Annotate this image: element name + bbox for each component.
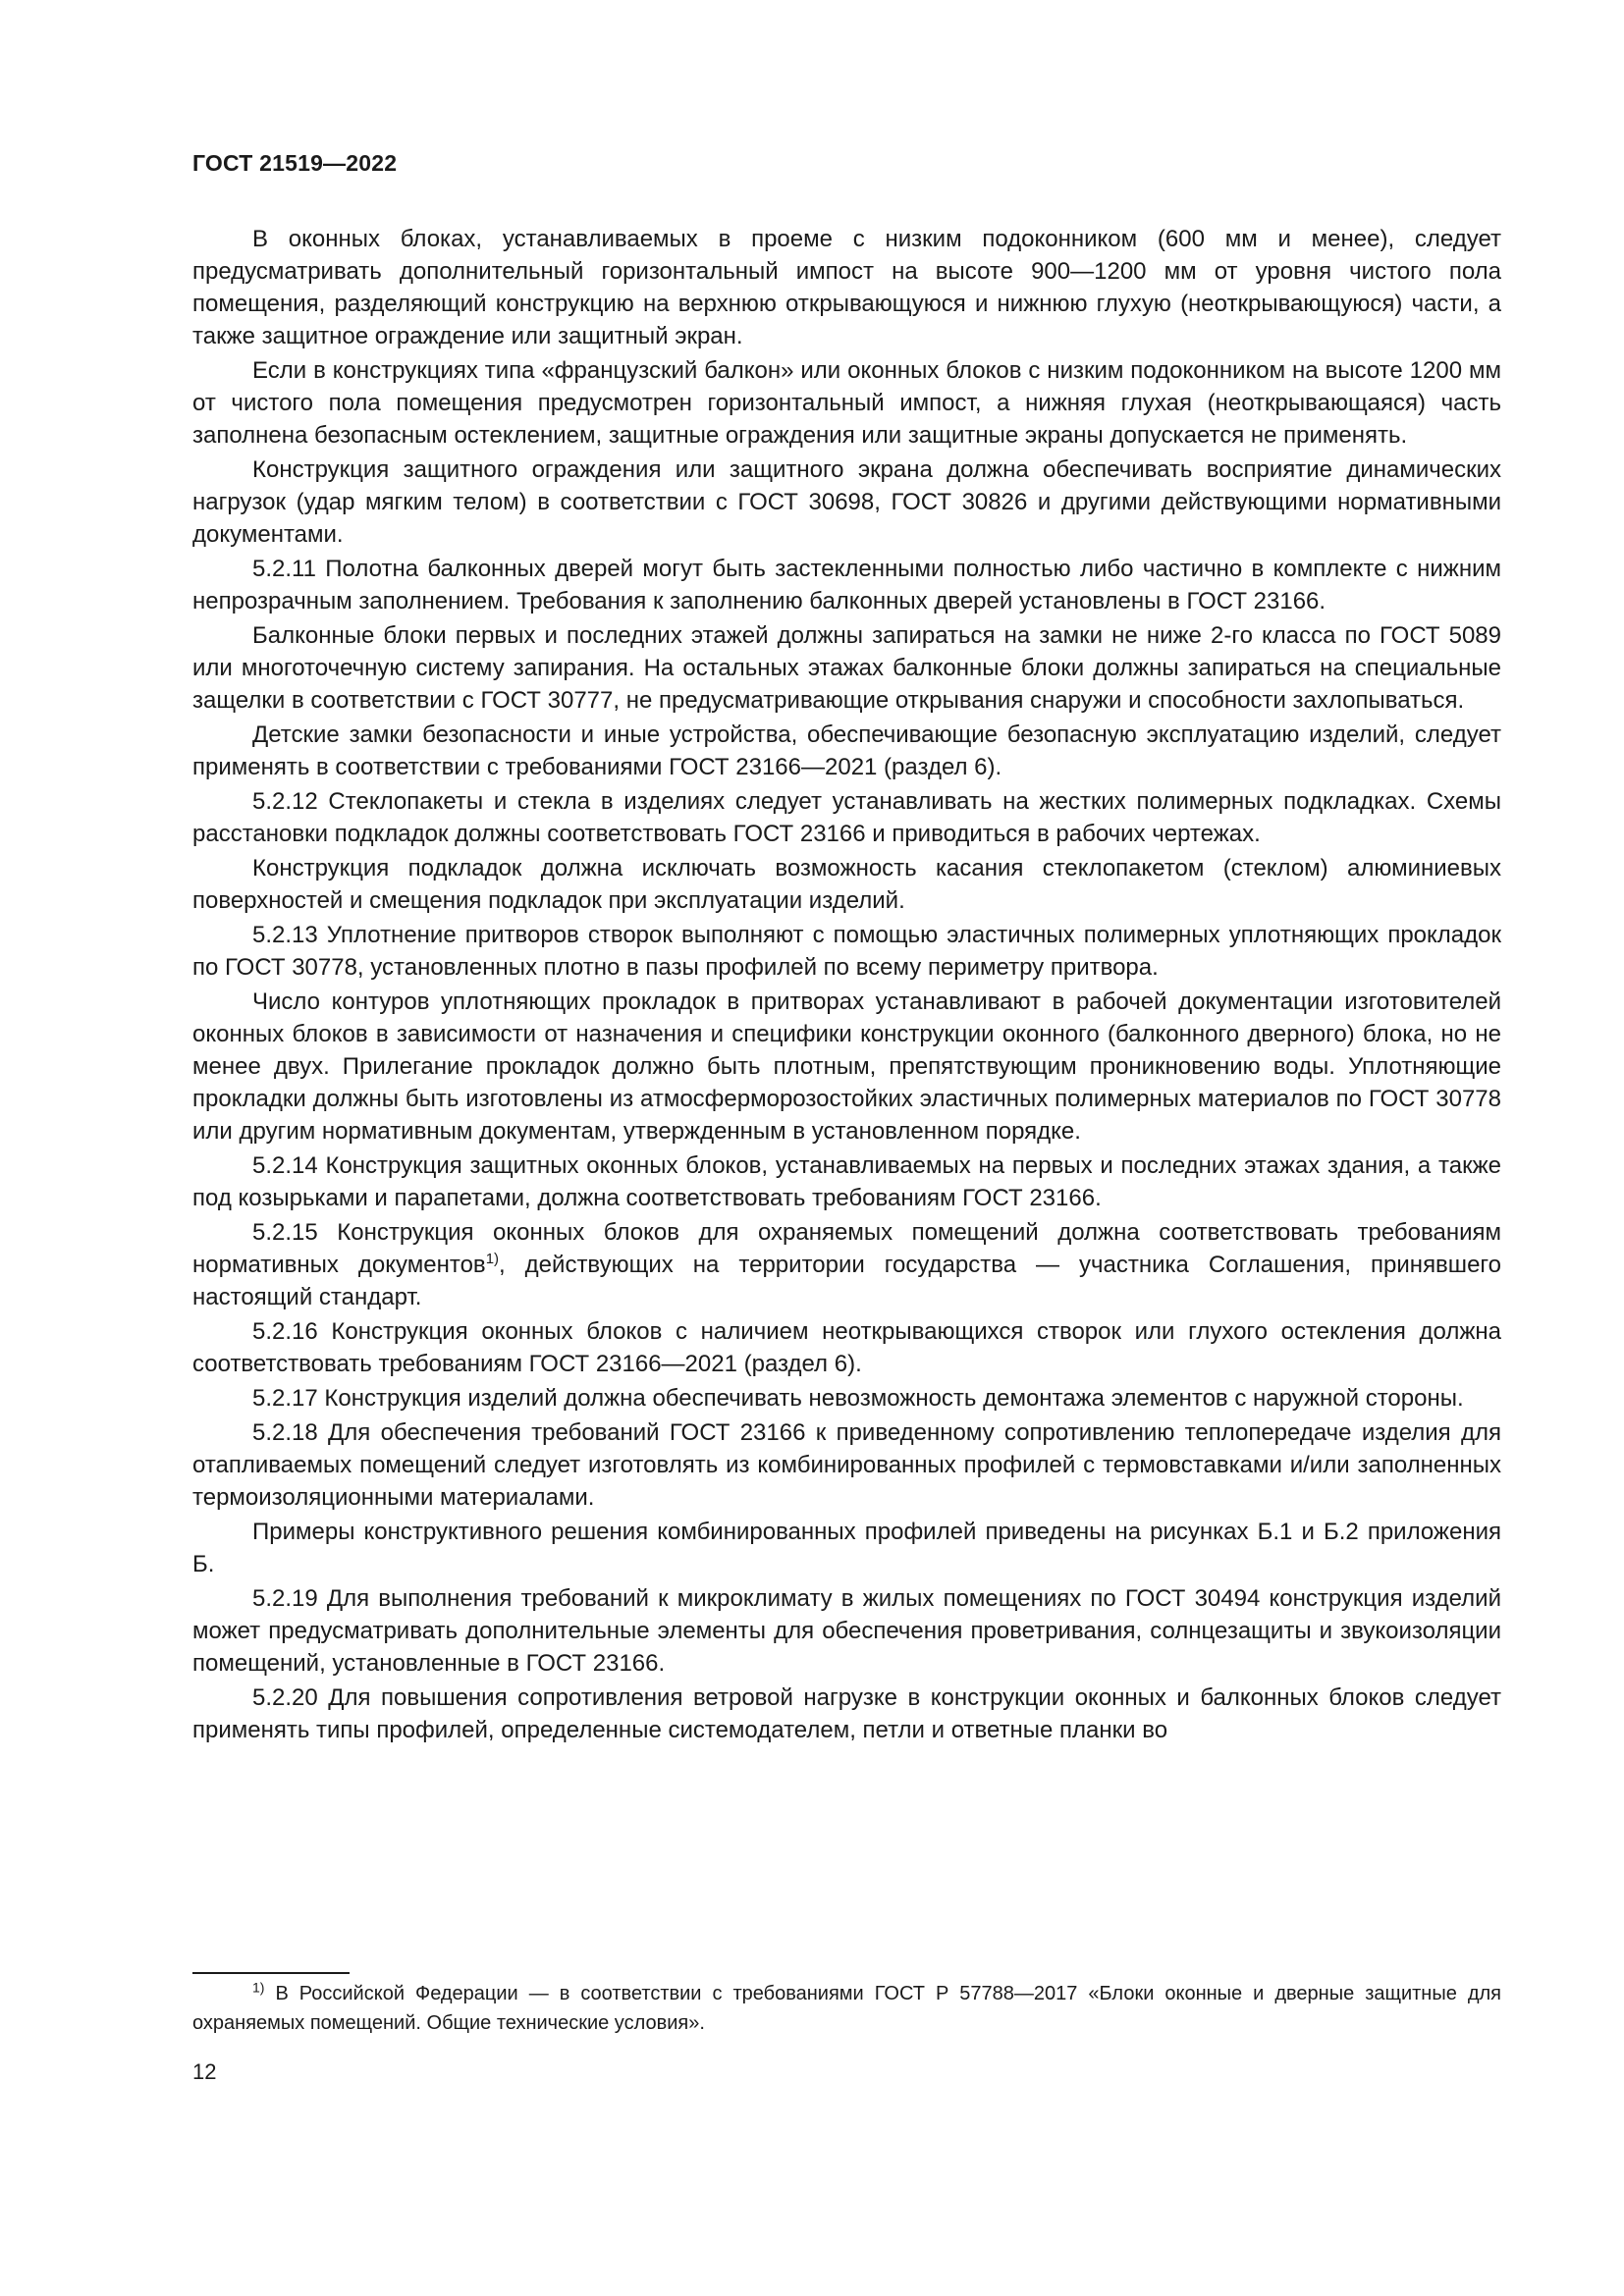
paragraph: 5.2.13 Уплотнение притворов створок выполняют с помощью эластичных полимерных уплотняющих прокладок по ГОСТ 30778, установленных плотно в пазы профилей по всему периметру притвора. <box>192 922 1501 981</box>
page-number: 12 <box>192 2059 217 2084</box>
paragraph: 5.2.11 Полотна балконных дверей могут быть застекленными полностью либо частично в комплекте с нижним непрозрачным заполнением. Требования к заполнению балконных дверей установлены в ГОСТ 23166. <box>192 556 1501 614</box>
paragraph: 5.2.20 Для повышения сопротивления ветровой нагрузке в конструкции оконных и балконных блоков следует применять типы профилей, определенные системодателем, петли и ответные планки во <box>192 1684 1501 1743</box>
footnote <box>192 1979 1501 2038</box>
paragraph-5-2-15 <box>192 1216 1501 1313</box>
footnote-divider <box>192 1972 350 1974</box>
paragraph-text: , действующих на территории государства — участника Соглашения, принявшего настоящий стандарт. <box>192 1252 1501 1310</box>
paragraph: 5.2.18 Для обеспечения требований ГОСТ 23166 к приведенному сопротивлению теплопередаче изделия для отапливаемых помещений следует изготовлять из комбинированных профилей с термовставками и/или заполненных термоизоляционными материалами. <box>192 1419 1501 1511</box>
paragraph: Число контуров уплотняющих прокладок в притворах устанавливают в рабочей документации изготовителей оконных блоков в зависимости от назначения и специфики конструкции оконного (балконного дверного) блока, но не менее двух. Прилегание прокладок должно быть плотным, препятствующим проникновению воды. Уплотняющие прокладки должны быть изготовлены из атмосферморозостойких эластичных полимерных материалов по ГОСТ 30778 или другим нормативным документам, утвержденным в установленном порядке. <box>192 988 1501 1145</box>
paragraph: 5.2.19 Для выполнения требований к микроклимату в жилых помещениях по ГОСТ 30494 конструкция изделий может предусматривать дополнительные элементы для обеспечения проветривания, солнцезащиты и звукоизоляции помещений, установленные в ГОСТ 23166. <box>192 1585 1501 1677</box>
paragraph: В оконных блоках, устанавливаемых в проеме с низким подоконником (600 мм и менее), следует предусматривать дополнительный горизонтальный импост на высоте 900—1200 мм от уровня чистого пола помещения, разделяющий конструкцию на верхнюю открывающуюся и нижнюю глухую (неоткрывающуюся) части, а также защитное ограждение или защитный экран. <box>192 226 1501 349</box>
paragraph: Если в конструкциях типа «французский балкон» или оконных блоков с низким подоконником на высоте 1200 мм от чистого пола помещения предусмотрен горизонтальный импост, а нижняя глухая (неоткрывающаяся) часть заполнена безопасным остеклением, защитные ограждения или защитные экраны допускается не применять. <box>192 357 1501 449</box>
document-body <box>192 223 1501 1748</box>
footnote-mark: 1) <box>252 1979 265 1996</box>
paragraph: Балконные блоки первых и последних этажей должны запираться на замки не ниже 2-го класса по ГОСТ 5089 или многоточечную систему запирания. На остальных этажах балконные блоки должны запираться на специальные защелки в соответствии с ГОСТ 30777, не предусматривающие открывания снаружи и способности захлопываться. <box>192 622 1501 714</box>
paragraph: 5.2.12 Стеклопакеты и стекла в изделиях следует устанавливать на жестких полимерных подкладках. Схемы расстановки подкладок должны соответствовать ГОСТ 23166 и приводиться в рабочих чертежах. <box>192 788 1501 847</box>
footnote-text: В Российской Федерации — в соответствии с требованиями ГОСТ Р 57788—2017 «Блоки оконные и дверные защитные для охраняемых помещений. Общие технические условия». <box>192 1983 1501 2034</box>
footnote-reference: 1) <box>485 1251 500 1267</box>
paragraph: 5.2.16 Конструкция оконных блоков с наличием неоткрывающихся створок или глухого остекления должна соответствовать требованиям ГОСТ 23166—2021 (раздел 6). <box>192 1318 1501 1377</box>
paragraph: Примеры конструктивного решения комбинированных профилей приведены на рисунках Б.1 и Б.2 приложения Б. <box>192 1519 1501 1577</box>
paragraph: 5.2.17 Конструкция изделий должна обеспечивать невозможность демонтажа элементов с наружной стороны. <box>252 1385 1464 1412</box>
document-header: ГОСТ 21519—2022 <box>192 150 398 176</box>
paragraph: Конструкция подкладок должна исключать возможность касания стеклопакетом (стеклом) алюминиевых поверхностей и смещения подкладок при эксплуатации изделий. <box>192 855 1501 914</box>
paragraph: Детские замки безопасности и иные устройства, обеспечивающие безопасную эксплуатацию изделий, следует применять в соответствии с требованиями ГОСТ 23166—2021 (раздел 6). <box>192 721 1501 780</box>
paragraph: 5.2.14 Конструкция защитных оконных блоков, устанавливаемых на первых и последних этажах здания, а также под козырьками и парапетами, должна соответствовать требованиям ГОСТ 23166. <box>192 1152 1501 1211</box>
paragraph: Конструкция защитного ограждения или защитного экрана должна обеспечивать восприятие динамических нагрузок (удар мягким телом) в соответствии с ГОСТ 30698, ГОСТ 30826 и другими действующими нормативными документами. <box>192 456 1501 548</box>
paragraph-text: 5.2.15 Конструкция оконных блоков для охраняемых помещений должна соответствовать требованиям нормативных документов <box>192 1219 1501 1278</box>
